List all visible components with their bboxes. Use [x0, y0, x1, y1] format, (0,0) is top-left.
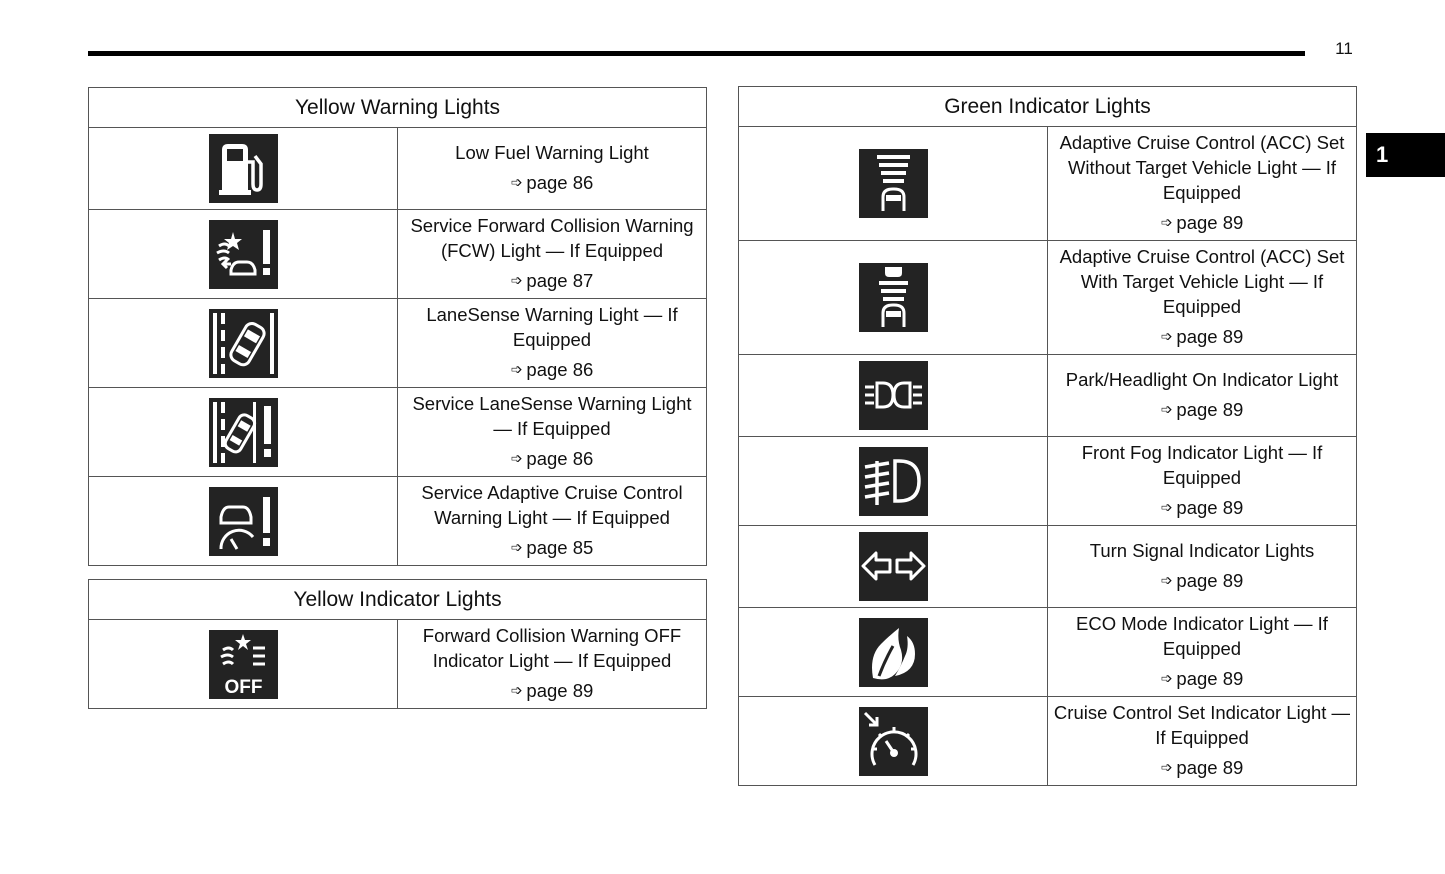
arrow-right-icon: ➩: [1160, 499, 1173, 515]
light-description: Park/Headlight On Indicator Light: [1065, 369, 1339, 390]
table-row: [89, 620, 707, 709]
cruise-set-icon: [859, 707, 928, 776]
lanesense-icon: [209, 309, 278, 378]
page-reference-link[interactable]: ➩ page 89: [1160, 668, 1244, 689]
table-row: [89, 388, 707, 477]
icon-off-text: OFF: [224, 676, 262, 698]
arrow-right-icon: ➩: [510, 361, 523, 377]
arrow-right-icon: ➩: [1160, 214, 1173, 230]
light-description: Low Fuel Warning Light: [455, 142, 649, 163]
forward-collision-warning-icon: [209, 220, 278, 289]
table-title: Yellow Indicator Lights: [89, 580, 707, 620]
page-reference-link[interactable]: ➩ page 89: [510, 680, 594, 701]
table-row: [89, 477, 707, 566]
green-indicator-table: [738, 86, 1357, 786]
fcw-off-icon: [209, 630, 278, 699]
table-row: [89, 210, 707, 299]
page-reference-link[interactable]: ➩ page 89: [1160, 497, 1244, 518]
arrow-right-icon: ➩: [1160, 401, 1173, 417]
fuel-pump-icon: [209, 134, 278, 203]
arrow-right-icon: ➩: [1160, 328, 1173, 344]
front-fog-icon: [859, 447, 928, 516]
table-row: [739, 608, 1357, 697]
light-description: Adaptive Cruise Control (ACC) Set Without Target Vehicle Light — If Equipped: [1059, 132, 1345, 203]
page-number: 11: [1335, 39, 1353, 58]
table-title: Green Indicator Lights: [739, 87, 1357, 127]
light-description: Front Fog Indicator Light — If Equipped: [1081, 442, 1323, 488]
service-acc-icon: [209, 487, 278, 556]
table-row: [739, 127, 1357, 241]
page-reference-link[interactable]: ➩ page 89: [1160, 212, 1244, 233]
light-description: Service Forward Collision Warning (FCW) Light — If Equipped: [410, 215, 694, 261]
arrow-right-icon: ➩: [510, 450, 523, 466]
table-row: [739, 355, 1357, 437]
page-reference-link[interactable]: ➩ page 86: [510, 448, 594, 469]
page-reference-link[interactable]: ➩ page 86: [510, 172, 594, 193]
light-description: Forward Collision Warning OFF Indicator Light — If Equipped: [422, 625, 682, 671]
page-reference-link[interactable]: ➩ page 87: [510, 270, 594, 291]
top-rule: [88, 51, 1305, 56]
acc-target-icon: [859, 263, 928, 332]
arrow-right-icon: ➩: [1160, 759, 1173, 775]
acc-no-target-icon: [859, 149, 928, 218]
chapter-tab: 1: [1366, 133, 1445, 177]
arrow-right-icon: ➩: [510, 272, 523, 288]
arrow-right-icon: ➩: [1160, 670, 1173, 686]
arrow-right-icon: ➩: [510, 539, 523, 555]
table-title: Yellow Warning Lights: [89, 88, 707, 128]
table-row: [89, 128, 707, 210]
page-reference-link[interactable]: ➩ page 89: [1160, 326, 1244, 347]
eco-mode-icon: [859, 618, 928, 687]
park-headlight-icon: [859, 361, 928, 430]
yellow-indicator-table: [88, 579, 707, 709]
light-description: Service LaneSense Warning Light — If Equipped: [412, 393, 692, 439]
page-reference-link[interactable]: ➩ page 89: [1160, 399, 1244, 420]
table-row: [739, 526, 1357, 608]
arrow-right-icon: ➩: [510, 174, 523, 190]
light-description: ECO Mode Indicator Light — If Equipped: [1076, 613, 1328, 659]
light-description: Service Adaptive Cruise Control Warning Light — If Equipped: [421, 482, 683, 528]
page-reference-link[interactable]: ➩ page 86: [510, 359, 594, 380]
light-description: Cruise Control Set Indicator Light — If Equipped: [1053, 702, 1351, 748]
table-row: [89, 299, 707, 388]
arrow-right-icon: ➩: [510, 682, 523, 698]
page-reference-link[interactable]: ➩ page 89: [1160, 570, 1244, 591]
table-row: [739, 241, 1357, 355]
table-row: [739, 437, 1357, 526]
light-description: LaneSense Warning Light — If Equipped: [426, 304, 678, 350]
yellow-warning-table: [88, 87, 707, 566]
table-row: [739, 697, 1357, 786]
arrow-right-icon: ➩: [1160, 572, 1173, 588]
page-reference-link[interactable]: ➩ page 85: [510, 537, 594, 558]
light-description: Turn Signal Indicator Lights: [1089, 540, 1315, 561]
page-reference-link[interactable]: ➩ page 89: [1160, 757, 1244, 778]
light-description: Adaptive Cruise Control (ACC) Set With Target Vehicle Light — If Equipped: [1059, 246, 1345, 317]
turn-signal-icon: [859, 532, 928, 601]
service-lanesense-icon: [209, 398, 278, 467]
